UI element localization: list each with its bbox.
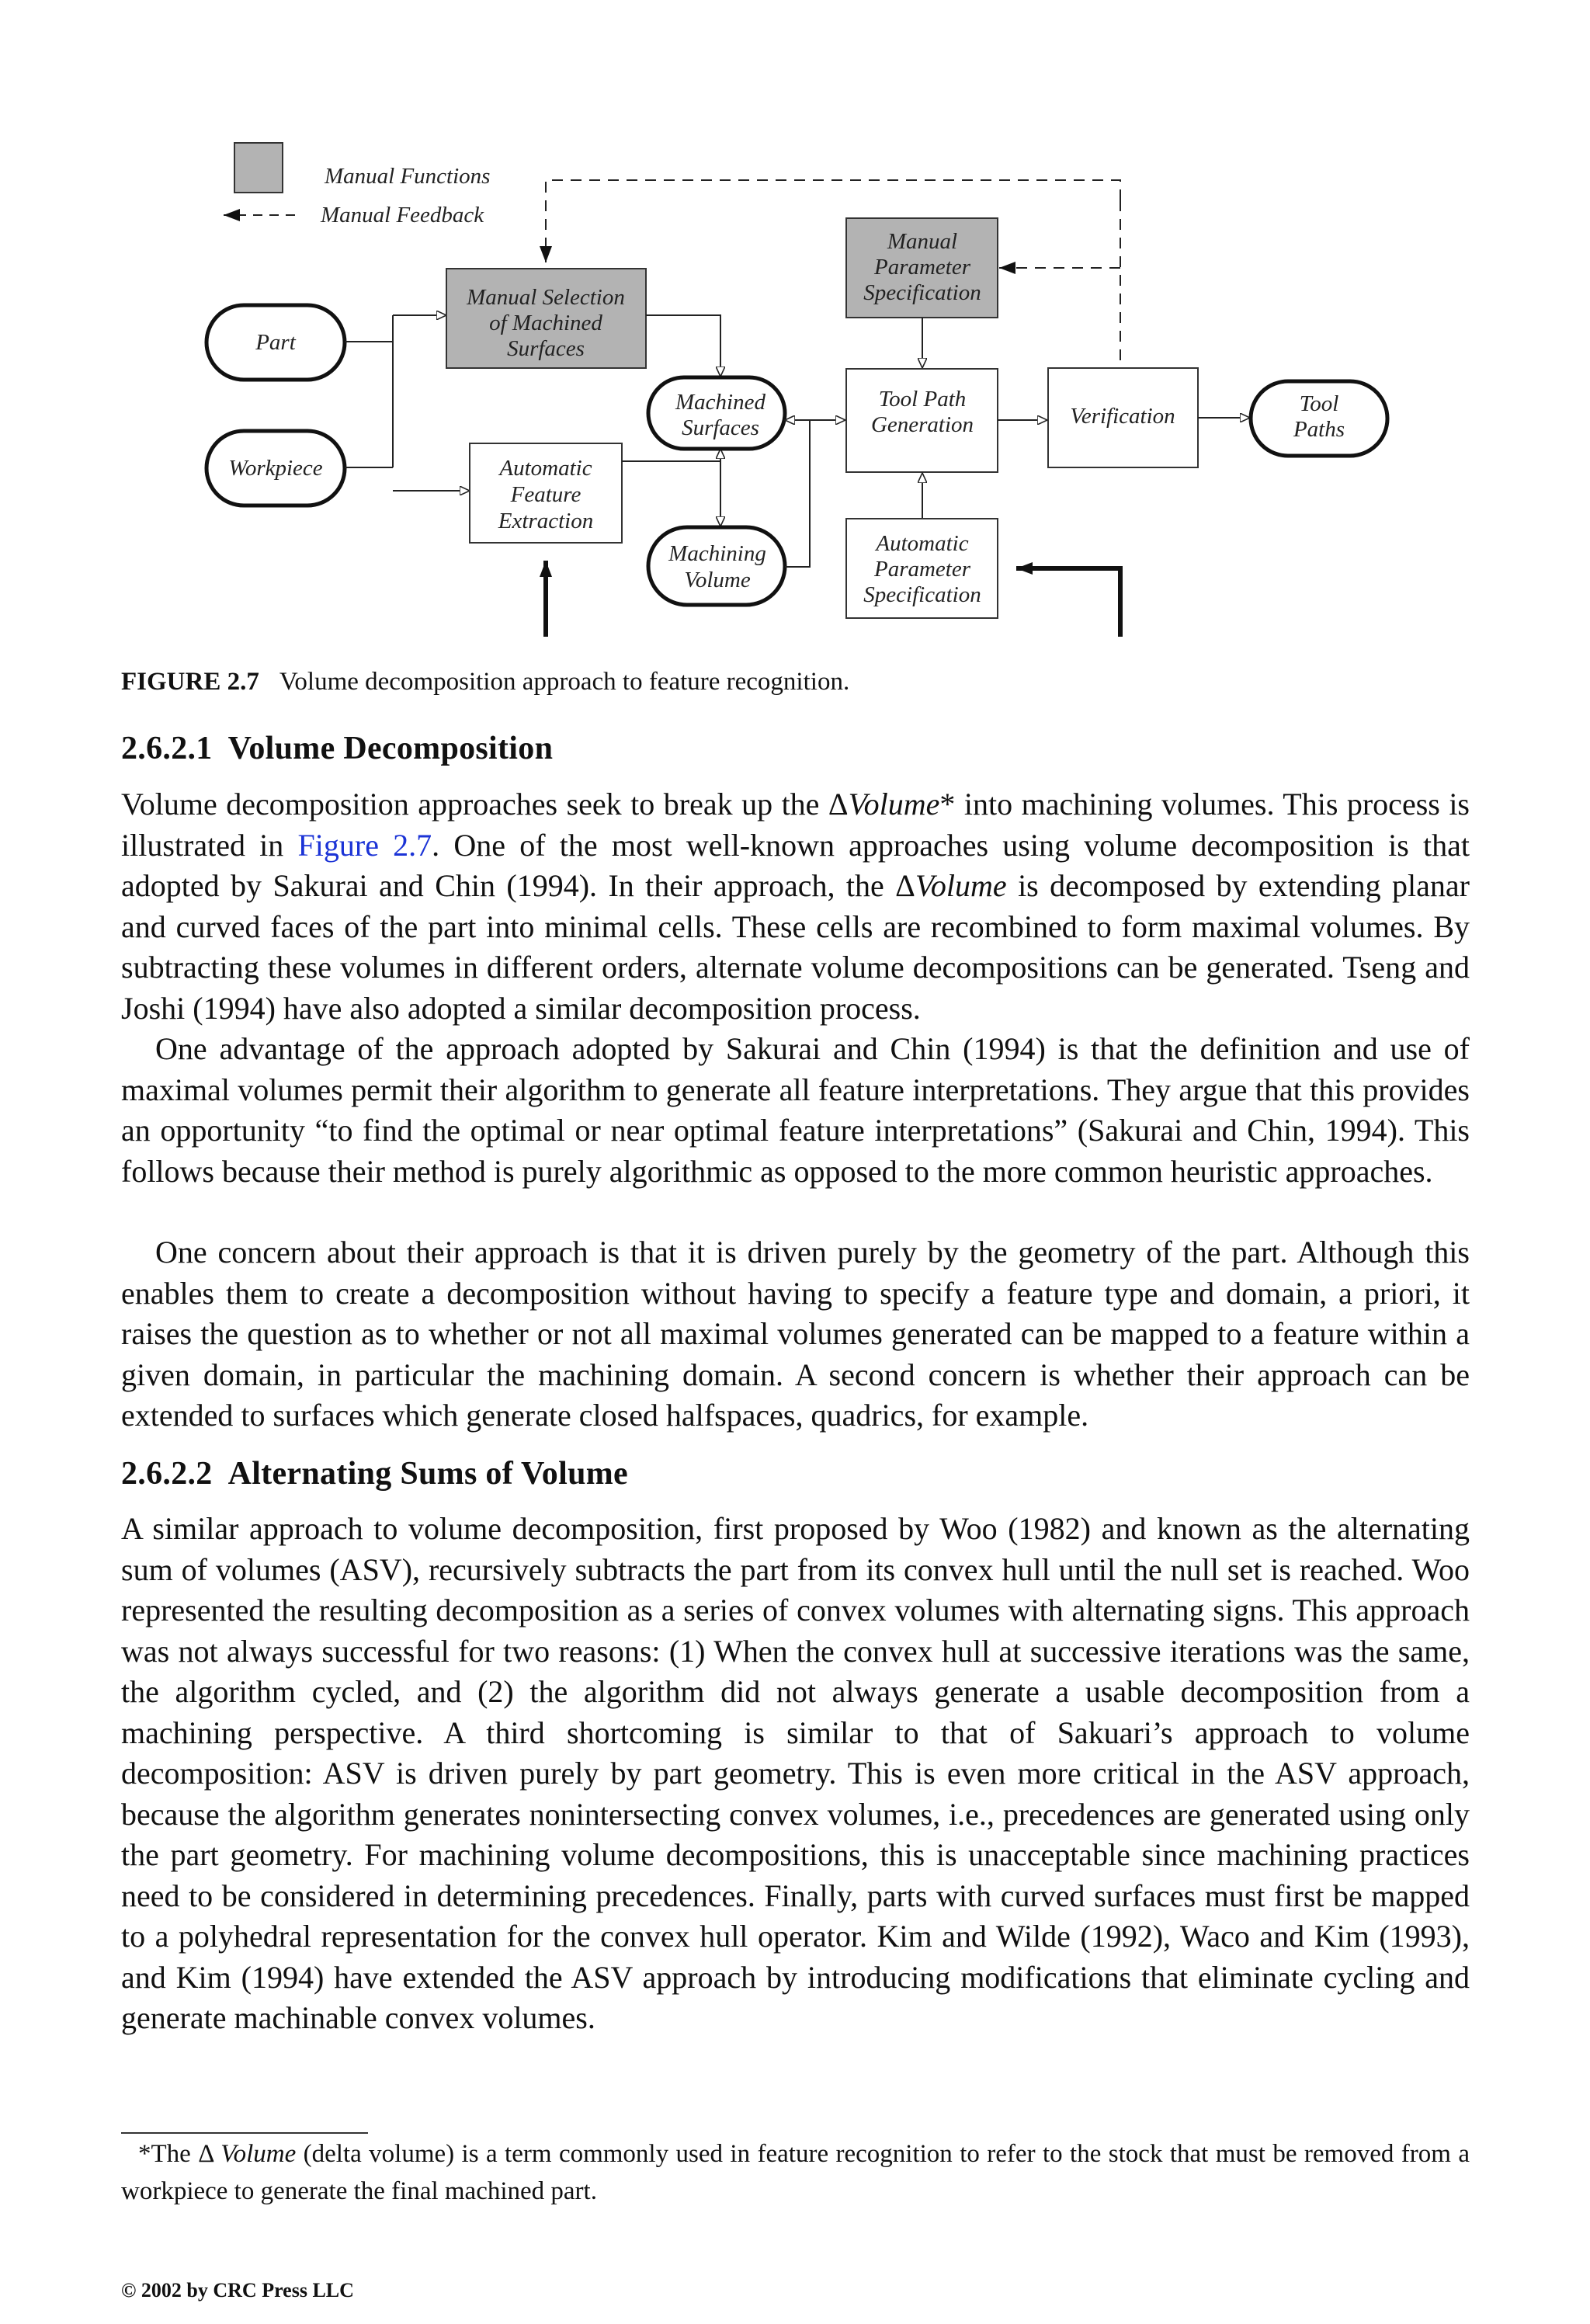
- machining-volume-line1: Machining: [668, 541, 766, 566]
- section-number: 2.6.2.1: [121, 731, 213, 766]
- auto-param-line2: Parameter: [873, 557, 971, 582]
- section-title: Alternating Sums of Volume: [227, 1456, 628, 1492]
- verification-label: Verification: [1070, 404, 1175, 429]
- text-run: *The: [138, 2140, 199, 2168]
- tool-path-gen-line2: Generation: [870, 412, 974, 437]
- paragraph-volume-decomposition-2: One advantage of the approach adopted by Sakurai and Chin (1994) is that the definition and use of maximal volumes permit their algorithm to generate all feature interpretations. They argue that this provides an opportunity “to find the optimal or near optimal feature interpretations” (Sakurai and Chin, 1994). This follows because their method is purely algorithmic as opposed to the more common heuristic approaches.: [121, 1031, 1470, 1189]
- delta-symbol: Δ: [828, 787, 849, 822]
- figure-link[interactable]: Figure 2.7: [297, 827, 432, 863]
- node-machining-volume: [648, 527, 785, 605]
- feedback-line-top: [546, 180, 1120, 262]
- manual-param-line1: Manual: [887, 229, 958, 254]
- text-run: * into machining volumes. This process is illustrated in: [121, 787, 1470, 863]
- section-title: Volume Decomposition: [227, 731, 554, 766]
- conn-machining-volume: [785, 420, 810, 567]
- manual-selection-line2: of Machined: [489, 311, 602, 335]
- legend-manual-feedback: Manual Feedback: [321, 203, 484, 228]
- paragraph-volume-decomposition-1: [121, 784, 1470, 1029]
- manual-param-line3: Specification: [863, 280, 981, 305]
- figure-caption-label: FIGURE 2.7: [121, 668, 259, 696]
- auto-feature-line1: Automatic: [499, 456, 592, 481]
- machined-surfaces-line1: Machined: [675, 390, 765, 415]
- copyright: © 2002 by CRC Press LLC: [121, 2279, 354, 2301]
- text-run: (delta volume) is a term commonly used in feature recognition to refer to the stock that must be removed from a workpiece to generate the final machined part.: [121, 2140, 1470, 2205]
- paragraph-volume-decomposition-3: One concern about their approach is that it is driven purely by the geometry of the part. Although this enables them to create a decomposition without having to specify a feature type and domain, a priori, it raises the question as to whether or not all maximal volumes generated can be mapped to a feature within a given domain, in particular the machining domain. A second concern is whether their approach can be extended to surfaces which generate closed halfspaces, quadrics, for example.: [121, 1235, 1470, 1433]
- section-number: 2.6.2.2: [121, 1456, 213, 1492]
- auto-feature-line2: Feature: [510, 482, 581, 507]
- manual-selection-line1: Manual Selection: [467, 285, 625, 310]
- section-heading-2-6-2-2: [121, 1455, 628, 1492]
- delta-symbol: Δ: [198, 2140, 214, 2168]
- arrow-to-machined-surfaces: [646, 315, 720, 377]
- machining-volume-line2: Volume: [684, 568, 751, 592]
- text-run: . One of the most well-known approaches using volume decomposition is that adopted by Sakurai and Chin (1994). In their approach, the: [121, 827, 1470, 903]
- volume-term: Volume: [915, 868, 1007, 903]
- tool-path-gen-line1: Tool Path: [878, 387, 967, 412]
- footnote-rule: [121, 2132, 368, 2134]
- volume-term: Volume: [220, 2140, 297, 2168]
- auto-feature-line3: Extraction: [498, 509, 594, 533]
- machined-surfaces-line2: Surfaces: [682, 415, 759, 440]
- node-part-label: Part: [255, 330, 296, 355]
- delta-symbol: Δ: [895, 868, 915, 903]
- section-heading-2-6-2-1: [121, 730, 553, 767]
- manual-param-line2: Parameter: [873, 255, 971, 280]
- legend-manual-swatch: [234, 143, 283, 193]
- figure-caption-text: Volume decomposition approach to feature recognition.: [279, 668, 850, 696]
- auto-param-line1: Automatic: [876, 531, 969, 556]
- tool-paths-line1: Tool: [1299, 391, 1339, 416]
- legend-manual-functions: Manual Functions: [325, 164, 491, 189]
- volume-term: Volume: [848, 787, 940, 822]
- footnote: [121, 2135, 1470, 2210]
- text-run: Volume decomposition approaches seek to break up the: [121, 787, 828, 822]
- tool-paths-line2: Paths: [1293, 417, 1345, 442]
- node-workpiece-label: Workpiece: [228, 456, 323, 481]
- text-run: is decomposed by extending planar and curved faces of the part into minimal cells. These cells are recombined to form maximal volumes. By subtracting these volumes in different orders, alternate volume decompositions can be generated. Tseng and Joshi (1994) have also adopted a similar decomposition process.: [121, 868, 1470, 1026]
- manual-selection-line3: Surfaces: [507, 336, 585, 361]
- figure-2-7-diagram: [0, 0, 1590, 644]
- input-line-auto-param: [1016, 568, 1120, 637]
- auto-param-line3: Specification: [863, 582, 981, 607]
- paragraph-alternating-sums: A similar approach to volume decomposition, first proposed by Woo (1982) and known as the alternating sum of volumes (ASV), recursively subtracts the part from its convex hull until the null set is reached. Woo represented the resulting decomposition as a series of convex volumes with alternating signs. This approach was not always successful for two reasons: (1) When the convex hull at successive iterations was the same, the algorithm cycled, and (2) the algorithm did not always generate a usable decomposition from a machining perspective. A third shortcoming is similar to that of Sakuari’s approach to volume decomposition: ASV is driven purely by part geometry. This is even more critical in the ASV approach, because the algorithm generates nonintersecting convex volumes, i.e., precedences are generated using only the part geometry. For machining volume decompositions, this is unacceptable since machining practices need to be considered in determining precedences. Finally, parts with curved surfaces must first be mapped to a polyhedral representation for the convex hull operator. Kim and Wilde (1992), Waco and Kim (1993), and Kim (1994) have extended the ASV approach by introducing modifications that eliminate cycling and generate machinable convex volumes.: [121, 1511, 1470, 2035]
- figure-caption: [121, 668, 849, 697]
